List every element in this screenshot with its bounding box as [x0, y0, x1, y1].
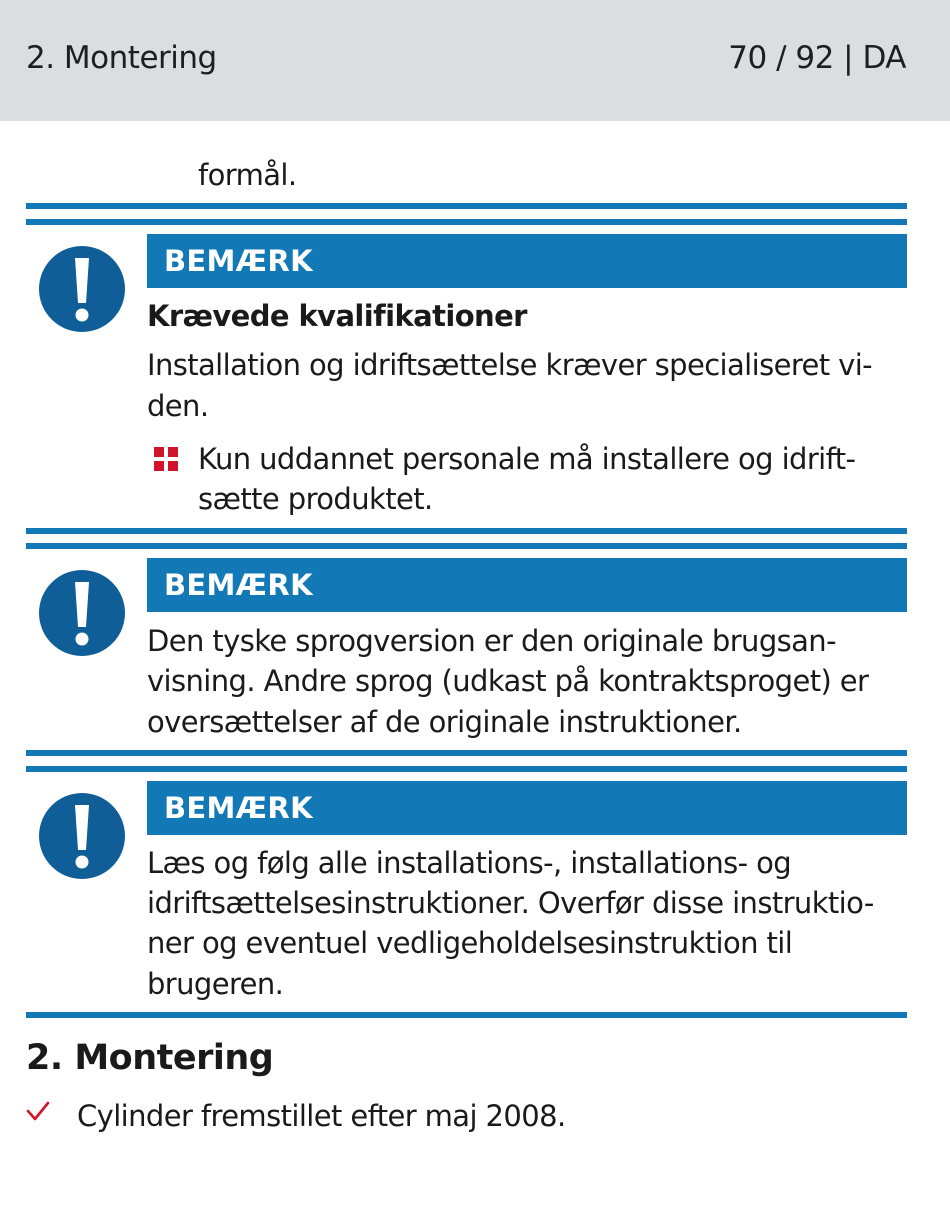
exclamation-circle-icon	[35, 789, 129, 883]
header-page-number: 70 / 92 | DA	[728, 40, 906, 76]
bullet-text-line: sætte produktet.	[198, 482, 433, 516]
rule	[26, 766, 907, 772]
rule	[26, 203, 907, 209]
rule	[26, 528, 907, 534]
checkmark-icon	[26, 1099, 50, 1123]
exclamation-circle-icon	[35, 242, 129, 336]
notice-text-line: den.	[147, 389, 209, 423]
rule	[26, 1012, 907, 1018]
rule	[26, 543, 907, 549]
checklist-item: Cylinder fremstillet efter maj 2008.	[77, 1099, 566, 1133]
notice-text-line: brugeren.	[147, 967, 284, 1001]
section-heading: 2. Montering	[26, 1038, 274, 1078]
square-grid-bullet-icon	[154, 447, 178, 471]
rule	[26, 750, 907, 756]
notice-text-line: Læs og følg alle installations-, installations- og	[147, 846, 792, 880]
notice-label: BEMÆRK	[147, 234, 907, 288]
notice-text-line: ner og eventuel vedligeholdelsesinstruktion til	[147, 926, 793, 960]
top-fragment: formål.	[198, 158, 297, 192]
notice-subheading: Krævede kvalifikationer	[147, 299, 527, 333]
header-section-title: 2. Montering	[26, 40, 217, 76]
notice-label: BEMÆRK	[147, 781, 907, 835]
notice-text-line: Installation og idriftsættelse kræver specialiseret vi-	[147, 348, 873, 382]
notice-text-line: oversættelser af de originale instruktioner.	[147, 705, 742, 739]
page-header	[0, 0, 950, 121]
notice-text-line: Den tyske sprogversion er den originale brugsan-	[147, 624, 836, 658]
notice-text-line: idriftsættelsesinstruktioner. Overfør disse instruktio-	[147, 886, 874, 920]
bullet-text-line: Kun uddannet personale må installere og idrift-	[198, 442, 856, 476]
rule	[26, 219, 907, 225]
notice-text-line: visning. Andre sprog (udkast på kontraktsproget) er	[147, 664, 869, 698]
exclamation-circle-icon	[35, 566, 129, 660]
notice-label: BEMÆRK	[147, 558, 907, 612]
